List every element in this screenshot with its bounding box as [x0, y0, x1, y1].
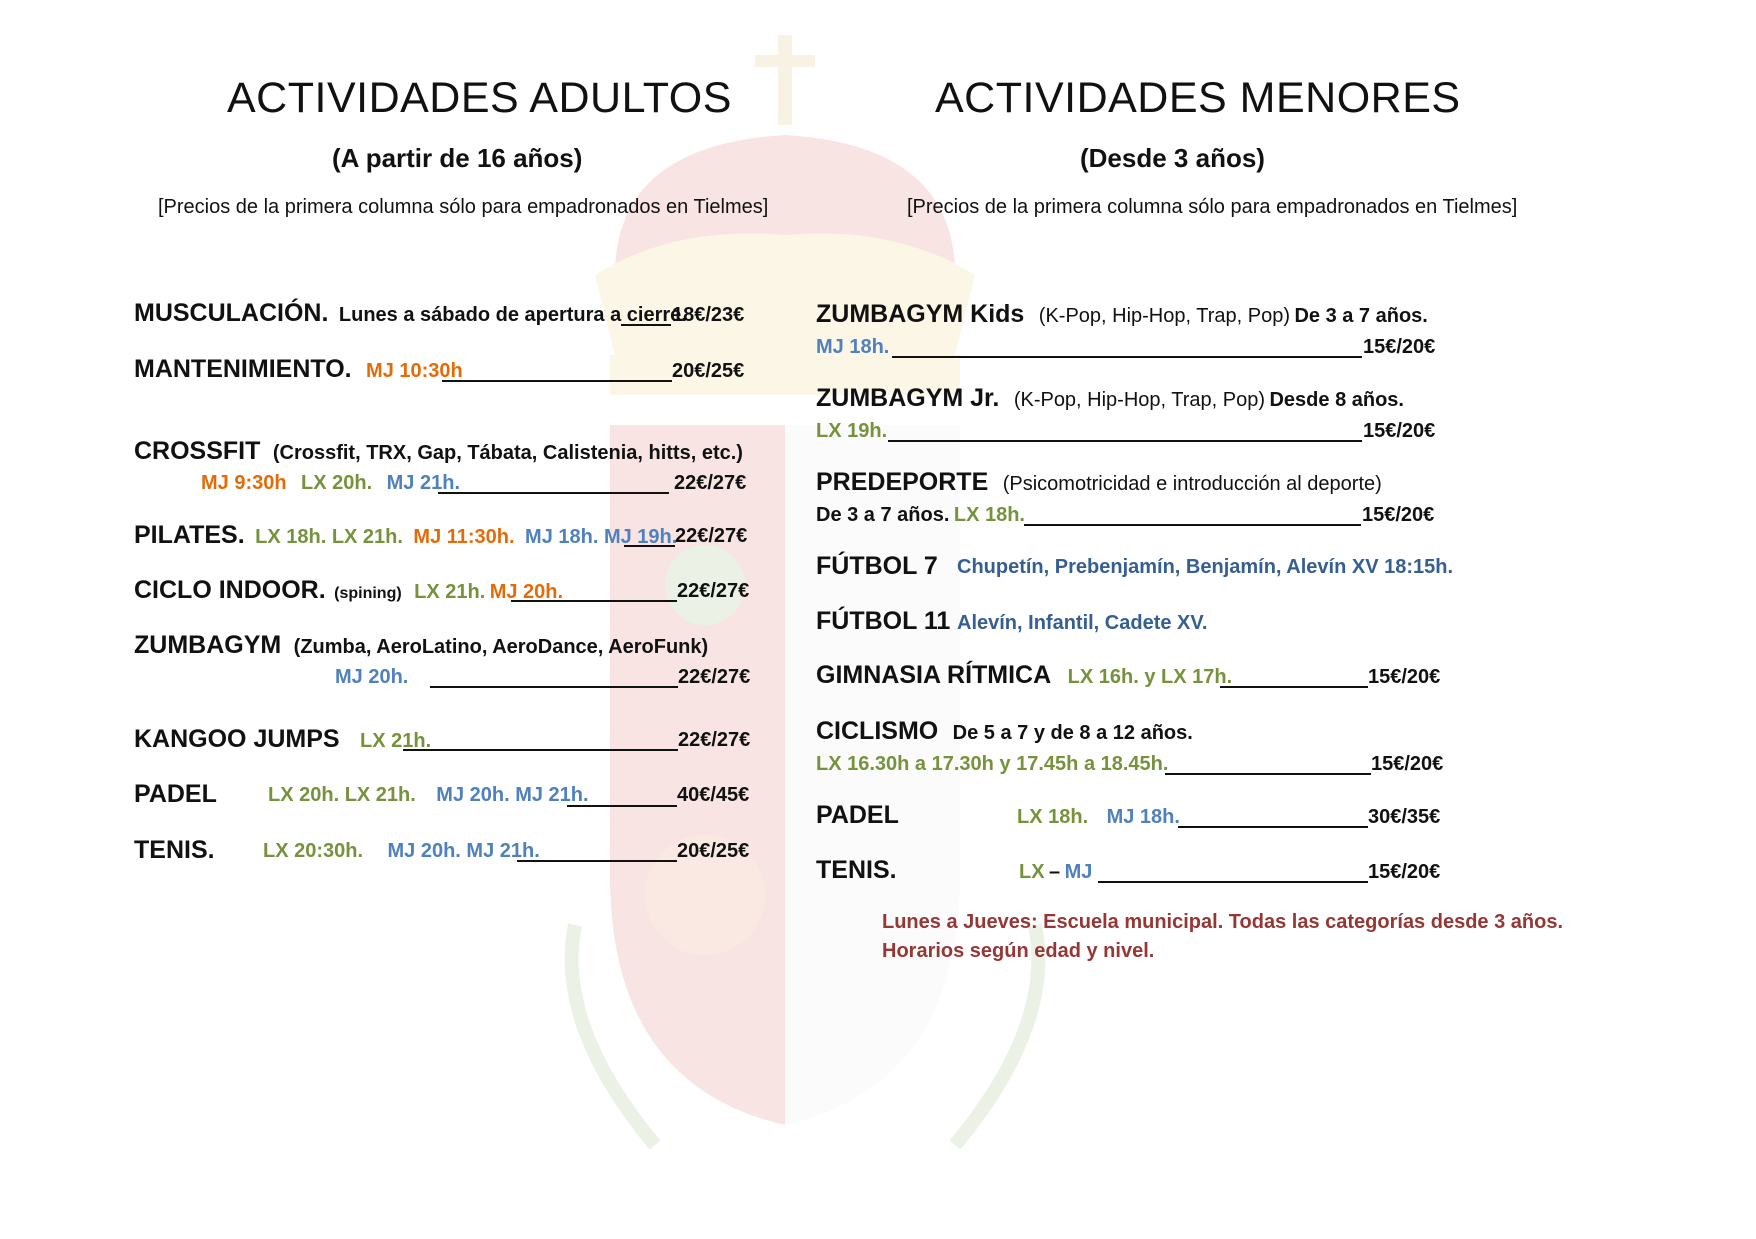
- crossfit-schedule: [201, 472, 460, 495]
- price-leader: [892, 356, 1362, 358]
- minors-title: ACTIVIDADES MENORES: [935, 74, 1461, 122]
- activity-price: 30€/35€: [1368, 806, 1441, 828]
- activity-futbol-11: FÚTBOL 11: [816, 607, 951, 635]
- activity-predeporte: [816, 468, 1382, 497]
- schedule-mj: MJ 18h.: [1106, 806, 1180, 828]
- price-leader: [1165, 773, 1371, 775]
- activity-price: 22€/27€: [678, 666, 751, 688]
- schedule-lx: LX 21h.: [360, 730, 432, 752]
- activity-price: 20€/25€: [672, 360, 745, 382]
- footer-note-line2: Horarios según edad y nivel.: [882, 940, 1155, 962]
- futbol-7-categories: Chupetín, Prebenjamín, Benjamín, Alevín XV 18:15h.: [957, 556, 1454, 578]
- price-leader: [1098, 881, 1368, 883]
- price-leader: [888, 440, 1362, 442]
- schedule-lx: LX 18h.: [953, 504, 1025, 526]
- price-leader: [403, 749, 678, 751]
- activity-pilates: [134, 521, 677, 550]
- minors-price-note: [Precios de la primera columna sólo para empadronados en Tielmes]: [907, 196, 1518, 218]
- price-leader: [624, 545, 675, 547]
- activity-musculacion: [134, 299, 687, 328]
- activity-futbol-7: FÚTBOL 7: [816, 552, 938, 580]
- adults-title: ACTIVIDADES ADULTOS: [227, 74, 732, 122]
- activity-price: 15€/20€: [1368, 666, 1441, 688]
- activity-price: 22€/27€: [678, 729, 751, 751]
- activity-kangoo-jumps: [134, 725, 431, 754]
- price-leader: [438, 492, 669, 494]
- activity-name: ZUMBAGYM: [134, 631, 282, 659]
- schedule-mj: MJ 10:30h: [366, 360, 463, 382]
- activity-name: CROSSFIT: [134, 437, 261, 465]
- activity-name: ZUMBAGYM Kids: [816, 300, 1025, 328]
- schedule-separator: –: [1049, 861, 1061, 883]
- adults-price-note: [Precios de la primera columna sólo para empadronados en Tielmes]: [158, 196, 769, 218]
- schedule-lx: LX 20h.: [301, 472, 373, 494]
- activity-note: (spining): [334, 585, 402, 602]
- schedule-mj: MJ 11:30h.: [413, 526, 515, 548]
- activity-padel: PADEL: [816, 801, 899, 829]
- activity-tenis: TENIS.: [134, 836, 215, 864]
- activity-name: MANTENIMIENTO.: [134, 355, 352, 383]
- activity-description: (Crossfit, TRX, Gap, Tábata, Calistenia, hitts, etc.): [272, 442, 743, 464]
- activity-description: (Psicomotricidad e introducción al deporte): [1002, 473, 1382, 495]
- activity-name: CICLISMO: [816, 717, 939, 745]
- schedule-mj: MJ 9:30h: [201, 472, 287, 494]
- activity-name: PREDEPORTE: [816, 468, 989, 496]
- activity-padel: PADEL: [134, 780, 217, 808]
- activity-name: CICLO INDOOR.: [134, 576, 326, 604]
- price-leader: [511, 600, 677, 602]
- activity-name: KANGOO JUMPS: [134, 725, 340, 753]
- activity-age: De 5 a 7 y de 8 a 12 años.: [952, 722, 1193, 744]
- schedule-mj: MJ 20h.: [335, 666, 409, 688]
- activity-name: ZUMBAGYM Jr.: [816, 384, 1000, 412]
- activity-name: MUSCULACIÓN.: [134, 299, 329, 327]
- schedule-lx: LX 16h. y LX 17h.: [1067, 666, 1233, 688]
- activity-name: GIMNASIA RÍTMICA: [816, 661, 1052, 689]
- activity-price: 15€/20€: [1362, 504, 1435, 526]
- price-leader: [567, 805, 677, 807]
- adults-subtitle: (A partir de 16 años): [332, 143, 583, 173]
- activity-age: De 3 a 7 años.: [1294, 305, 1428, 327]
- schedule-lx: LX 20:30h.: [263, 840, 364, 862]
- activity-name: PILATES.: [134, 521, 245, 549]
- activity-age: Desde 8 años.: [1269, 389, 1404, 411]
- schedule-mj: MJ 20h.: [489, 581, 564, 603]
- activity-gimnasia-ritmica: [816, 661, 1232, 690]
- minors-subtitle: (Desde 3 años): [1080, 143, 1265, 173]
- activity-price: 20€/25€: [677, 840, 750, 862]
- schedule-mj: MJ 20h. MJ 21h.: [436, 784, 589, 806]
- activity-ciclismo: [816, 717, 1193, 746]
- activity-zumbagym-jr: [816, 384, 1404, 413]
- schedule-lx: LX 19h.: [816, 420, 888, 442]
- tenis-schedule: [1019, 861, 1092, 884]
- padel-schedule: [268, 784, 589, 807]
- activity-price: 15€/20€: [1371, 753, 1444, 775]
- schedule-mj: MJ 18h. MJ 19h.: [525, 526, 678, 548]
- activity-ciclo-indoor: [134, 576, 563, 605]
- schedule-lx: LX 18h.: [1017, 806, 1089, 828]
- price-leader: [1024, 524, 1361, 526]
- price-leader: [1220, 686, 1368, 688]
- schedule-lx: LX 16.30h a 17.30h y 17.45h a 18.45h.: [816, 753, 1169, 775]
- price-leader: [621, 324, 671, 326]
- schedule-mj: MJ: [1064, 861, 1093, 883]
- predeporte-schedule: [816, 504, 1025, 527]
- futbol-11-categories: Alevín, Infantil, Cadete XV.: [957, 612, 1208, 634]
- schedule-mj: MJ 21h.: [386, 472, 460, 494]
- padel-schedule: [1017, 806, 1180, 829]
- activity-zumbagym: [134, 631, 708, 660]
- activity-age: De 3 a 7 años.: [816, 504, 950, 526]
- activity-description: (Zumba, AeroLatino, AeroDance, AeroFunk): [293, 636, 709, 658]
- tenis-schedule: [263, 840, 540, 863]
- price-leader: [517, 860, 677, 862]
- activity-price: 22€/27€: [675, 525, 748, 547]
- schedule-lx: LX 20h. LX 21h.: [268, 784, 416, 806]
- schedule-lx: LX: [1019, 861, 1045, 883]
- price-leader: [1178, 826, 1368, 828]
- schedule-mj: MJ 18h.: [816, 336, 890, 358]
- activity-price: 15€/20€: [1368, 861, 1441, 883]
- activity-zumbagym-kids: [816, 300, 1428, 329]
- activity-description: (K-Pop, Hip-Hop, Trap, Pop): [1038, 305, 1290, 327]
- activity-price: 22€/27€: [674, 472, 747, 494]
- schedule-lx: LX 21h.: [414, 581, 486, 603]
- activity-crossfit: [134, 437, 743, 466]
- activity-price: 18€/23€: [672, 304, 745, 326]
- activity-mantenimiento: [134, 355, 463, 384]
- price-leader: [430, 686, 678, 688]
- activity-price: 15€/20€: [1363, 420, 1436, 442]
- activity-schedule: Lunes a sábado de apertura a cierre.: [338, 304, 687, 326]
- activity-price: 15€/20€: [1363, 336, 1436, 358]
- activity-tenis: TENIS.: [816, 856, 897, 884]
- activity-price: 22€/27€: [677, 580, 750, 602]
- schedule-mj: MJ 20h. MJ 21h.: [387, 840, 540, 862]
- footer-note-line1: Lunes a Jueves: Escuela municipal. Todas las categorías desde 3 años.: [882, 911, 1564, 933]
- price-leader: [442, 380, 672, 382]
- activity-price: 40€/45€: [677, 784, 750, 806]
- activity-description: (K-Pop, Hip-Hop, Trap, Pop): [1013, 389, 1266, 411]
- schedule-lx: LX 18h. LX 21h.: [255, 526, 403, 548]
